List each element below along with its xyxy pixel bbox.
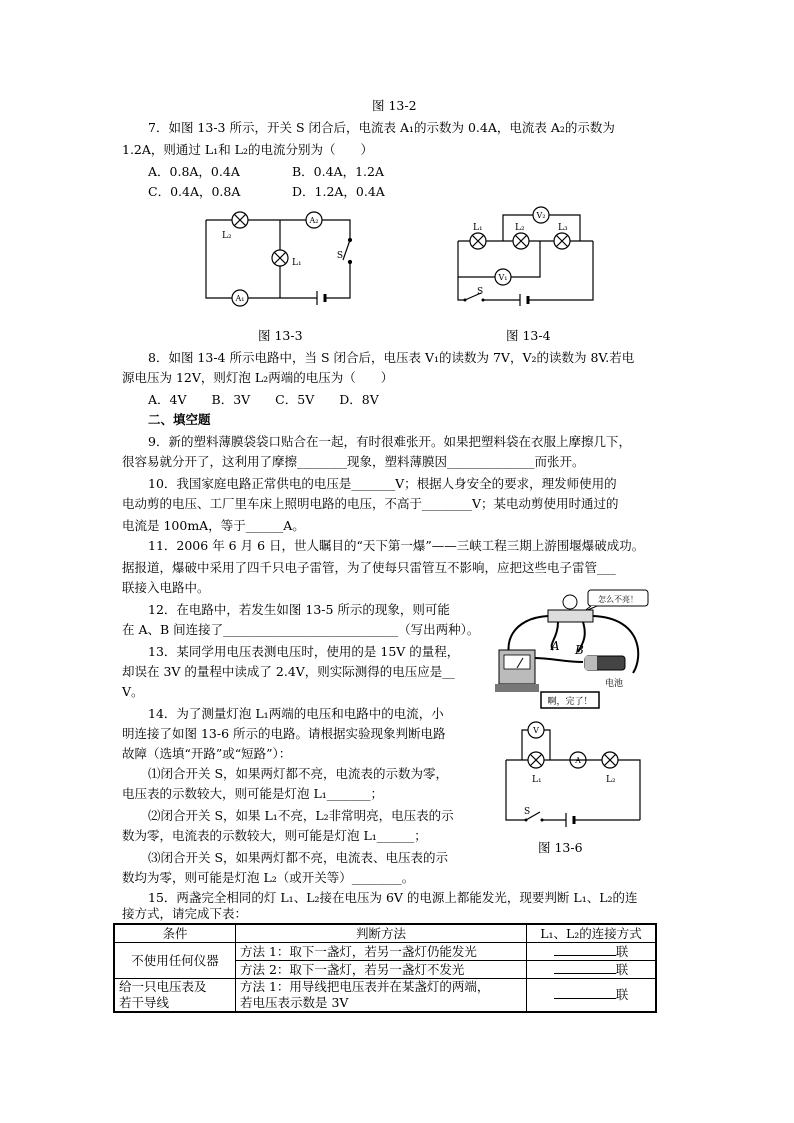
q11-line1: 11．2006 年 6 月 6 日，世人瞩目的“天下第一爆”——三峡工程三期上游围堰爆破成功。 [148, 538, 645, 553]
header-connection: L₁、L₂的连接方式 [527, 924, 657, 943]
q7-line1: 7．如图 13-3 所示，开关 S 闭合后，电流表 A₁的示数为 0.4A，电流表 A₂的示数为 [148, 120, 615, 135]
q7-option-c: C．0.4A，0.8A [148, 184, 241, 199]
label-L2: L₂ [222, 231, 232, 241]
bulb-icon [563, 595, 577, 609]
q14-part1-line2: 电压表的示数较大，则可能是灯泡 L₁_______； [122, 786, 384, 801]
row1-answer1: 联 [527, 943, 657, 961]
q14-part3-line2: 数均为零，则可能是灯泡 L₂（或开关等）________。 [122, 870, 415, 885]
q11-line3: 联接入电路中。 [122, 580, 210, 595]
figure-13-6-circuit [504, 720, 644, 835]
q12-line2: 在 A、B 间连接了____________________________（写出两种）。 [122, 622, 480, 637]
connection-table [113, 923, 657, 1013]
q8-line2: 源电压为 12V，则灯泡 L₂两端的电压为（ ） [122, 370, 394, 385]
row2-answer: 联 [527, 979, 657, 1013]
q10-line2: 电动剪的电压、工厂里车床上照明电路的电压，不高于________V；某电动剪使用时通过的 [122, 496, 619, 511]
q9-line2: 很容易就分开了，这利用了摩擦________现象，塑料薄膜因______________而张开。 [122, 454, 585, 469]
label-L2: L₂ [515, 223, 525, 233]
battery-label: 电池 [605, 679, 624, 689]
section-2-title: 二、填空题 [148, 412, 211, 427]
figure-13-5-illustration [493, 588, 653, 713]
label-S: S [477, 287, 484, 297]
q14-part2-line1: ⑵闭合开关 S，如果 L₁不亮，L₂非常明亮，电压表的示 [148, 808, 454, 823]
bubble-bottom-text: 啊，完了！ [547, 697, 593, 707]
q15-line2: 接方式，请完成下表： [122, 906, 248, 921]
row2-condition: 给一只电压表及 若干导线 [114, 979, 236, 1013]
q14-line2: 明连接了如图 13-6 所示的电路。请根据实验现象判断电路 [122, 726, 446, 741]
q8-options: A．4V B．3V C．5V D．8V [148, 392, 379, 407]
row1-method2: 方法 2：取下一盏灯，若另一盏灯不发光 [236, 961, 527, 979]
header-method: 判断方法 [236, 924, 527, 943]
q14-line1: 14．为了测量灯泡 L₁两端的电压和电路中的电流，小 [148, 706, 444, 721]
q7-option-a: A．0.8A，0.4A [148, 164, 240, 179]
q10-line3: 电流是 100mA，等于______A。 [122, 518, 305, 533]
q14-part3-line1: ⑶闭合开关 S，如果两灯都不亮，电流表、电压表的示 [148, 850, 449, 865]
q11-line2: 据报道，爆破中采用了四千只电子雷管，为了使每只雷管互不影响，应把这些电子雷管___ [122, 560, 616, 575]
label-A: A [575, 756, 581, 765]
label-A1: A₁ [235, 294, 245, 303]
header-condition: 条件 [114, 924, 236, 943]
label-L3: L₃ [558, 223, 568, 233]
label-S: S [524, 807, 531, 817]
table-row [114, 979, 656, 1013]
fig-13-4-caption: 图 13-4 [506, 328, 551, 343]
q7-line2: 1.2A，则通过 L₁和 L₂的电流分别为（ ） [122, 142, 373, 157]
q7-option-b: B．0.4A，1.2A [292, 164, 384, 179]
q13-line1: 13．某同学用电压表测电压时，使用的是 15V 的量程， [148, 644, 460, 659]
row1-answer2: 联 [527, 961, 657, 979]
q9-line1: 9．新的塑料薄膜袋袋口贴合在一起，有时很难张开。如果把塑料袋在衣服上摩擦几下， [148, 434, 631, 449]
q8-line1: 8．如图 13-4 所示电路中，当 S 闭合后，电压表 V₁的读数为 7V，V₂的读数为 8V.若电 [148, 350, 635, 365]
table-header-row [114, 924, 656, 943]
q14-part2-line2: 数为零，电流表的示数较大，则可能是灯泡 L₁______； [122, 828, 427, 843]
row2-method: 方法 1：用导线把电压表并在某盏灯的两端， 若电压表示数是 3V [236, 979, 527, 1013]
q10-line1: 10．我国家庭电路正常供电的电压是_______V；根据人身安全的要求，理发师使用的 [148, 476, 617, 491]
row1-method1: 方法 1：取下一盏灯，若另一盏灯仍能发光 [236, 943, 527, 961]
label-V1: V₁ [498, 273, 508, 282]
row1-condition: 不使用任何仪器 [114, 943, 236, 979]
q12-line1: 12．在电路中，若发生如图 13-5 所示的现象，则可能 [148, 602, 450, 617]
q7-option-d: D．1.2A，0.4A [292, 184, 385, 199]
bubble-top-text: 怎么不亮！ [598, 595, 638, 604]
q14-line3: 故障（选填“开路”或“短路”）： [122, 746, 292, 761]
label-V2: V₂ [536, 211, 546, 220]
fig-13-2-caption: 图 13-2 [372, 98, 417, 113]
label-A: A [551, 639, 560, 653]
figure-13-4-circuit [455, 205, 595, 305]
fig-13-6-caption: 图 13-6 [538, 840, 583, 855]
fig-13-3-caption: 图 13-3 [258, 328, 303, 343]
figure-13-3-circuit [200, 210, 360, 310]
label-L1: L₁ [292, 258, 302, 268]
label-A2: A₂ [309, 216, 319, 225]
label-L1: L₁ [532, 775, 542, 785]
label-L2: L₂ [606, 775, 616, 785]
q14-part1-line1: ⑴闭合开关 S，如果两灯都不亮，电流表的示数为零， [148, 766, 449, 781]
table-row [114, 943, 656, 961]
q13-line3: V。 [122, 684, 144, 699]
label-B: B [575, 643, 584, 657]
label-V: V [533, 726, 539, 735]
label-L1: L₁ [473, 223, 483, 233]
q13-line2: 却误在 3V 的量程中读成了 2.4V，则实际测得的电压应是__ [122, 664, 455, 679]
q15-line1: 15．两盏完全相同的灯 L₁、L₂接在电压为 6V 的电源上都能发光，现要判断 L₁、L₂的连 [148, 890, 638, 905]
label-S: S [336, 251, 343, 261]
